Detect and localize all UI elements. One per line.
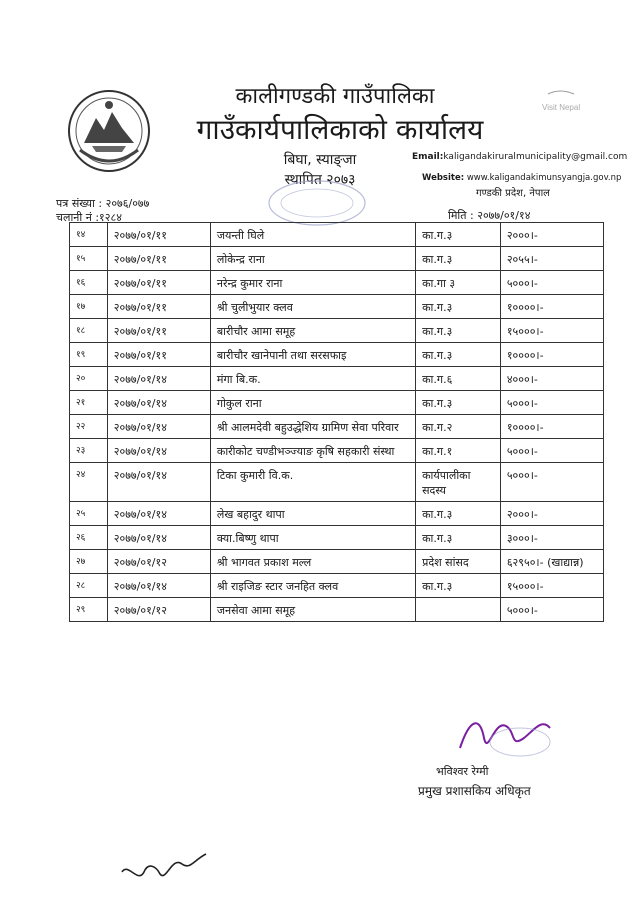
date-cell: २०७७/०१/११ — [107, 319, 210, 343]
name-cell: श्री आलमदेवी बहुउद्धेशिय ग्रामिण सेवा परिवार — [210, 415, 415, 439]
established-year: स्थापित २०७३ — [284, 172, 356, 188]
account-cell: का.ग.३ — [416, 502, 501, 526]
amount-cell: १००००।- — [500, 295, 603, 319]
signatory-designation: प्रमुख प्रशासकिय अधिकृत — [418, 784, 531, 798]
date-cell: २०७७/०१/१४ — [107, 367, 210, 391]
website-line — [422, 173, 621, 183]
office-address: बिघा, स्याङ्जा — [283, 152, 357, 168]
amount-cell: १००००।- — [500, 415, 603, 439]
office-stamp-icon — [262, 178, 372, 228]
date-cell: २०७७/०१/११ — [107, 223, 210, 247]
amount-cell: ५०००।- — [500, 463, 603, 502]
email-line — [412, 152, 627, 162]
amount-cell: ६२९५०।- (खाद्यान्न) — [500, 550, 603, 574]
table-row — [70, 502, 604, 526]
name-cell: गोकुल राना — [210, 391, 415, 415]
name-cell: श्री चुलीभुयार क्लव — [210, 295, 415, 319]
table-row — [70, 247, 604, 271]
amount-cell: २०००।- — [500, 223, 603, 247]
table-row — [70, 439, 604, 463]
name-cell: जनसेवा आमा समूह — [210, 598, 415, 622]
account-cell: का.ग.३ — [416, 223, 501, 247]
amount-cell: १००००।- — [500, 343, 603, 367]
serial-cell: २२ — [70, 415, 108, 439]
date-cell: २०७७/०१/१४ — [107, 463, 210, 502]
table-row — [70, 463, 604, 502]
amount-cell: १५०००।- — [500, 319, 603, 343]
name-cell: श्री राइजिङ स्टार जनहित क्लव — [210, 574, 415, 598]
name-cell: बारीचौर खानेपानी तथा सरसफाइ — [210, 343, 415, 367]
serial-cell: २१ — [70, 391, 108, 415]
table-row — [70, 550, 604, 574]
serial-cell: २५ — [70, 502, 108, 526]
office-name: गाउँकार्यपालिकाको कार्यालय — [196, 113, 484, 146]
account-cell: प्रदेश सांसद — [416, 550, 501, 574]
date-cell: २०७७/०१/१४ — [107, 574, 210, 598]
dispatch-number: चलानी नं :१२८४ — [56, 211, 122, 224]
letter-date: मिति : २०७७/०१/१४ — [448, 209, 531, 222]
signatory-name: भविश्वर रेग्मी — [436, 765, 489, 778]
email-label: Email: — [412, 152, 444, 162]
amount-cell: ४०००।- — [500, 367, 603, 391]
account-cell: का.ग.३ — [416, 295, 501, 319]
initials-signature-icon — [110, 842, 220, 892]
amount-cell: ५०००।- — [500, 391, 603, 415]
province-name: गण्डकी प्रदेश, नेपाल — [476, 188, 550, 199]
table-row — [70, 574, 604, 598]
serial-cell: २८ — [70, 574, 108, 598]
serial-cell: १८ — [70, 319, 108, 343]
amount-cell: ५०००।- — [500, 439, 603, 463]
reference-number: पत्र संख्या : २०७६/०७७ — [56, 197, 150, 210]
serial-cell: १९ — [70, 343, 108, 367]
amount-cell: ५०००।- — [500, 598, 603, 622]
serial-cell: १७ — [70, 295, 108, 319]
donation-table — [69, 222, 604, 622]
date-cell: २०७७/०१/१४ — [107, 415, 210, 439]
name-cell: श्री भागवत प्रकाश मल्ल — [210, 550, 415, 574]
account-cell: का.गा ३ — [416, 271, 501, 295]
table-row — [70, 391, 604, 415]
amount-cell: २०५५।- — [500, 247, 603, 271]
account-cell: का.ग.३ — [416, 247, 501, 271]
date-cell: २०७७/०१/१४ — [107, 502, 210, 526]
account-cell: का.ग.३ — [416, 343, 501, 367]
name-cell: लोकेन्द्र राना — [210, 247, 415, 271]
name-cell: नरेन्द्र कुमार राना — [210, 271, 415, 295]
serial-cell: १५ — [70, 247, 108, 271]
table-row — [70, 271, 604, 295]
account-cell: का.ग.६ — [416, 367, 501, 391]
serial-cell: २९ — [70, 598, 108, 622]
table-row — [70, 343, 604, 367]
email-address: kaligandakiruralmunicipality@gmail.com — [443, 152, 628, 162]
date-cell: २०७७/०१/११ — [107, 295, 210, 319]
serial-cell: २३ — [70, 439, 108, 463]
date-cell: २०७७/०१/१४ — [107, 391, 210, 415]
government-emblem-icon — [66, 88, 152, 174]
account-cell: का.ग.३ — [416, 574, 501, 598]
account-cell: का.ग.१ — [416, 439, 501, 463]
date-cell: २०७७/०१/११ — [107, 271, 210, 295]
municipality-name: कालीगण्डकी गाउँपालिका — [235, 84, 435, 109]
table-row — [70, 526, 604, 550]
date-cell: २०७७/०१/११ — [107, 343, 210, 367]
account-cell: का.ग.२ — [416, 415, 501, 439]
account-cell: का.ग.३ — [416, 319, 501, 343]
name-cell: मंगा बि.क. — [210, 367, 415, 391]
serial-cell: २६ — [70, 526, 108, 550]
amount-cell: ३०००।- — [500, 526, 603, 550]
account-cell: कार्यपालीका सदस्य — [416, 463, 501, 502]
date-cell: २०७७/०१/१४ — [107, 439, 210, 463]
serial-cell: १६ — [70, 271, 108, 295]
date-cell: २०७७/०१/१२ — [107, 550, 210, 574]
date-cell: २०७७/०१/१२ — [107, 598, 210, 622]
table-row — [70, 367, 604, 391]
name-cell: बारीचौर आमा समूह — [210, 319, 415, 343]
serial-cell: २४ — [70, 463, 108, 502]
signature-icon — [450, 708, 560, 760]
table-row — [70, 223, 604, 247]
account-cell — [416, 598, 501, 622]
amount-cell: ५०००।- — [500, 271, 603, 295]
account-cell: का.ग.३ — [416, 526, 501, 550]
table-row — [70, 598, 604, 622]
amount-cell: १५०००।- — [500, 574, 603, 598]
website-label: Website: — [422, 173, 465, 183]
amount-cell: २०००।- — [500, 502, 603, 526]
table-row — [70, 319, 604, 343]
name-cell: लेख बहादुर थापा — [210, 502, 415, 526]
table-row — [70, 415, 604, 439]
website-url: www.kaligandakimunsyangja.gov.np — [466, 173, 622, 183]
serial-cell: १४ — [70, 223, 108, 247]
visit-nepal-text: Visit Nepal — [542, 103, 581, 112]
visit-nepal-logo-icon — [540, 88, 588, 116]
serial-cell: २० — [70, 367, 108, 391]
date-cell: २०७७/०१/१४ — [107, 526, 210, 550]
name-cell: क्या.बिष्णु थापा — [210, 526, 415, 550]
name-cell: कारीकोट चण्डीभञ्ज्याङ कृषि सहकारी संस्था — [210, 439, 415, 463]
serial-cell: २७ — [70, 550, 108, 574]
name-cell: जयन्ती घिले — [210, 223, 415, 247]
account-cell: का.ग.३ — [416, 391, 501, 415]
table-row — [70, 295, 604, 319]
date-cell: २०७७/०१/११ — [107, 247, 210, 271]
name-cell: टिका कुमारी वि.क. — [210, 463, 415, 502]
